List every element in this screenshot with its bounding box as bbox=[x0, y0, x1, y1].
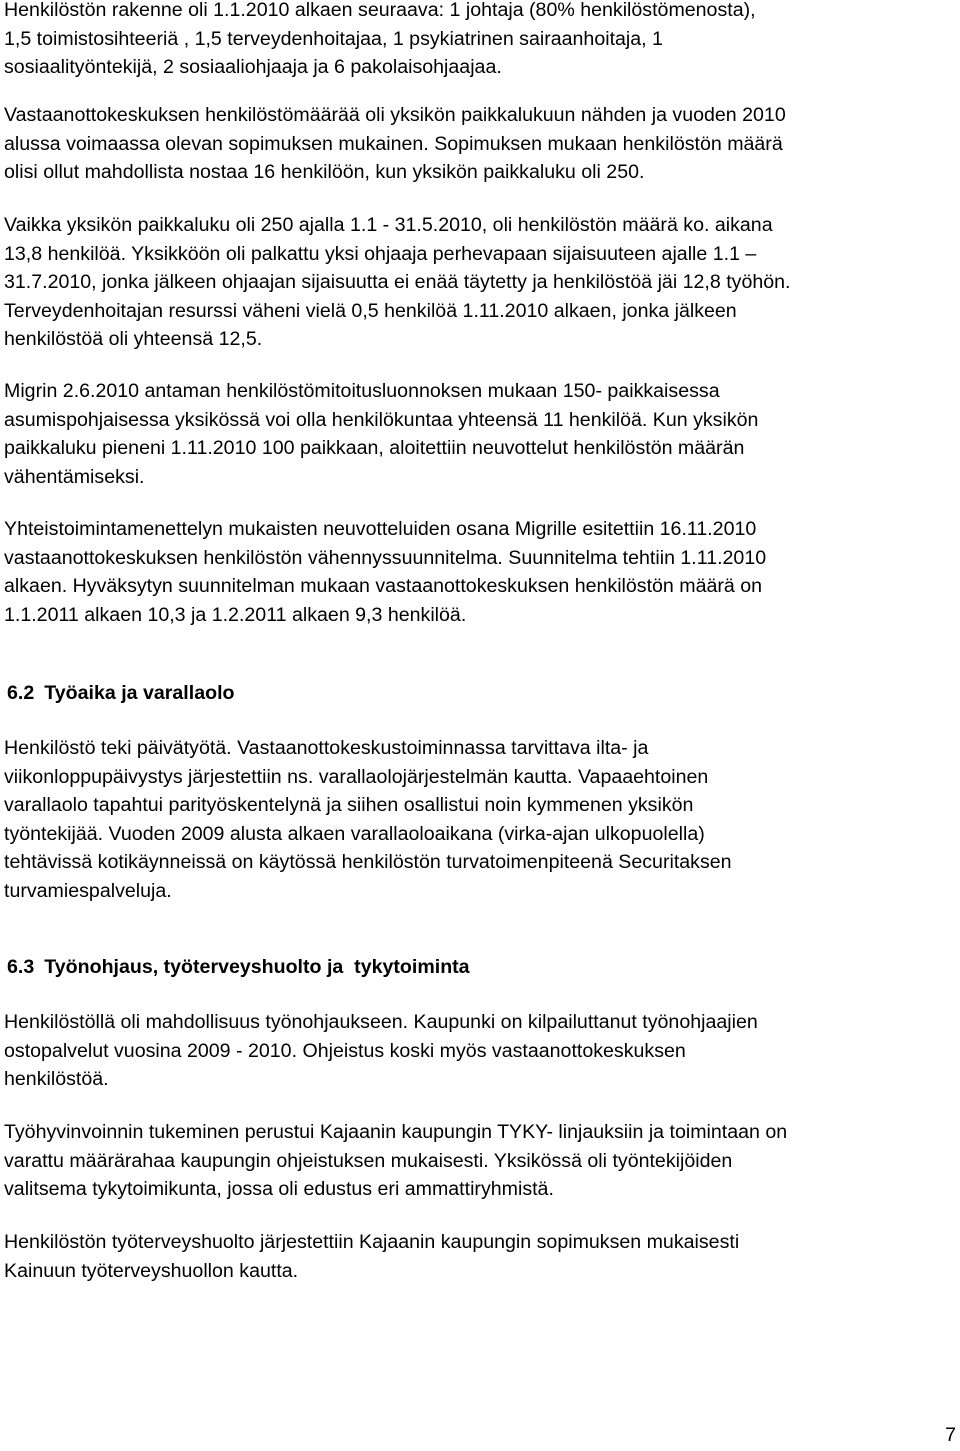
paragraph-staff-changes bbox=[4, 211, 790, 354]
text-line: ostopalvelut vuosina 2009 - 2010. Ohjeistus koski myös vastaanottokeskuksen bbox=[4, 1039, 686, 1062]
text-line: henkilöstöä oli yhteensä 12,5. bbox=[4, 328, 263, 351]
paragraph-wellbeing bbox=[4, 1118, 787, 1204]
text-line: varattu määrärahaa kaupungin ohjeistuksen mukaisesti. Yksikössä oli työntekijöiden bbox=[4, 1149, 733, 1172]
paragraph-working-hours bbox=[4, 734, 732, 906]
text-line: alussa voimaassa olevan sopimuksen mukainen. Sopimuksen mukaan henkilöstön määrä bbox=[4, 132, 783, 155]
paragraph-occupational-health bbox=[4, 1228, 739, 1285]
text-line: 31.7.2010, jonka jälkeen ohjaajan sijaisuutta ei enää täytetty ja henkilöstöä jäi 12,8 työhön. bbox=[4, 271, 791, 294]
paragraph-reduction-plan bbox=[4, 515, 766, 629]
text-line: henkilöstöä. bbox=[4, 1068, 109, 1091]
text-line: valitsema tykytoimikunta, jossa oli edustus eri ammattiryhmistä. bbox=[4, 1178, 554, 1201]
text-line: Vaikka yksikön paikkaluku oli 250 ajalla 1.1 - 31.5.2010, oli henkilöstön määrä ko. aikana bbox=[4, 214, 773, 236]
text-line: Henkilöstöllä oli mahdollisuus työnohjaukseen. Kaupunki on kilpailuttanut työnohjaajien bbox=[4, 1011, 758, 1033]
text-line: sosiaalityöntekijä, 2 sosiaaliohjaaja ja 6 pakolaisohjaajaa. bbox=[4, 56, 502, 79]
paragraph-staff-structure bbox=[4, 0, 756, 82]
page-number: 7 bbox=[945, 1424, 956, 1446]
text-line: alkaen. Hyväksytyn suunnitelman mukaan vastaanottokeskuksen henkilöstön määrä on bbox=[4, 575, 763, 598]
text-line: paikkaluku pieneni 1.11.2010 100 paikkaan, aloitettiin neuvottelut henkilöstön määrän bbox=[4, 437, 745, 460]
text-line: tehtävissä kotikäynneissä on käytössä henkilöstön turvatoimenpiteenä Securitaksen bbox=[4, 851, 732, 874]
text-line: Kainuun työterveyshuollon kautta. bbox=[4, 1259, 299, 1282]
text-line: asumispohjaisessa yksikössä voi olla henkilökuntaa yhteensä 11 henkilöä. Kun yksikön bbox=[4, 408, 759, 431]
section-number: 6.3 bbox=[7, 956, 35, 978]
text-line: Työhyvinvoinnin tukeminen perustui Kajaanin kaupungin TYKY- linjauksiin ja toimintaan on bbox=[4, 1121, 788, 1143]
text-line: vastaanottokeskuksen henkilöstön vähennyssuunnitelma. Suunnitelma tehtiin 1.11.2010 bbox=[4, 546, 767, 569]
text-line: Henkilöstön työterveyshuolto järjestettiin Kajaanin kaupungin sopimuksen mukaisesti bbox=[4, 1231, 740, 1253]
text-line: viikonloppupäivystys järjestettiin ns. varallaolojärjestelmän kautta. Vapaaehtoinen bbox=[4, 765, 709, 788]
text-line: Henkilöstö teki päivätyötä. Vastaanottokeskustoiminnassa tarvittava ilta- ja bbox=[4, 737, 649, 759]
text-line: Migrin 2.6.2010 antaman henkilöstömitoitusluonnoksen mukaan 150- paikkaisessa bbox=[4, 380, 720, 402]
text-line: Terveydenhoitajan resurssi väheni vielä 0,5 henkilöä 1.11.2010 alkaen, jonka jälkeen bbox=[4, 299, 737, 322]
text-line: Vastaanottokeskuksen henkilöstömäärää oli yksikön paikkalukuun nähden ja vuoden 2010 bbox=[4, 104, 786, 126]
section-title: Työaika ja varallaolo bbox=[44, 682, 235, 704]
text-line: varallaolo tapahtui parityöskentelynä ja siihen osallistui noin kymmenen yksikön bbox=[4, 794, 694, 817]
paragraph-migri-proposal bbox=[4, 377, 758, 491]
text-line: olisi ollut mahdollista nostaa 16 henkilöön, kun yksikön paikkaluku oli 250. bbox=[4, 161, 645, 184]
section-heading-6-3 bbox=[4, 953, 470, 982]
text-line: vähentämiseksi. bbox=[4, 465, 145, 488]
section-number: 6.2 bbox=[7, 682, 35, 704]
paragraph-staff-agreement bbox=[4, 101, 786, 187]
text-line: työntekijää. Vuoden 2009 alusta alkaen varallaoloaikana (virka-ajan ulkopuolella) bbox=[4, 822, 705, 845]
text-line: 1.1.2011 alkaen 10,3 ja 1.2.2011 alkaen 9,3 henkilöä. bbox=[4, 603, 467, 626]
text-line: 13,8 henkilöä. Yksikköön oli palkattu yksi ohjaaja perhevapaan sijaisuuteen ajalle 1.1 – bbox=[4, 242, 757, 265]
section-heading-6-2 bbox=[4, 679, 234, 708]
text-line: turvamiespalveluja. bbox=[4, 879, 172, 902]
section-title: Työnohjaus, työterveyshuolto ja tykytoiminta bbox=[44, 956, 470, 978]
text-line: 1,5 toimistosihteeriä , 1,5 terveydenhoitajaa, 1 psykiatrinen sairaanhoitaja, 1 bbox=[4, 27, 663, 50]
text-line: Yhteistoimintamenettelyn mukaisten neuvotteluiden osana Migrille esitettiin 16.11.2010 bbox=[4, 518, 757, 540]
text-line: Henkilöstön rakenne oli 1.1.2010 alkaen seuraava: 1 johtaja (80% henkilöstömenosta), bbox=[4, 0, 756, 21]
paragraph-work-supervision bbox=[4, 1008, 758, 1094]
